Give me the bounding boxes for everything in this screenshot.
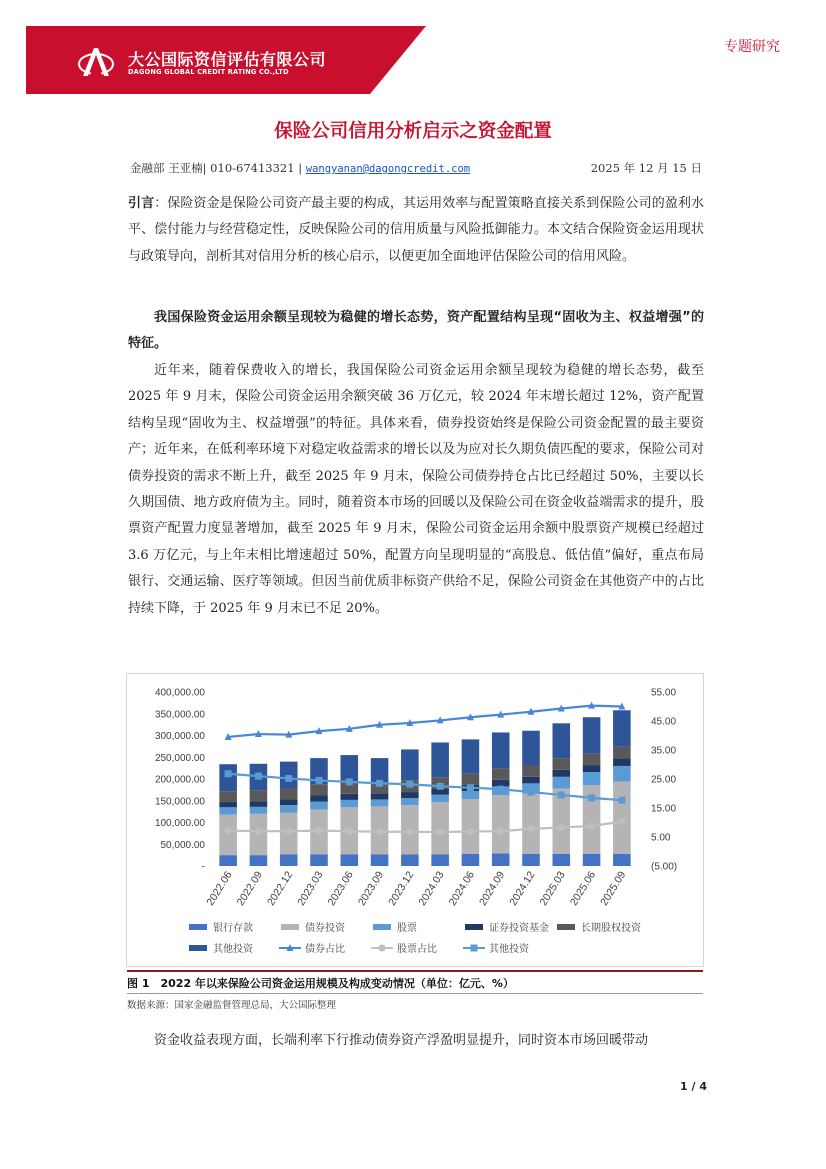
bar-segment xyxy=(462,799,480,854)
line-marker xyxy=(225,827,232,834)
line-marker xyxy=(467,828,474,835)
bar-segment xyxy=(613,747,631,759)
line-marker xyxy=(528,789,535,796)
bar-segment xyxy=(553,758,571,770)
bar-segment xyxy=(492,853,510,866)
legend-label: 长期股权投资 xyxy=(581,923,641,934)
intro-text: ：保险资金是保险公司资产最主要的构成，其运用效率与配置策略直接关系到保险公司的盈利水平、偿付能力与经营稳定性，反映保险公司的信用质量与风险抵御能力。本文结合保险资金运用现状与政策导向，剖析其对信用分析的核心启示，以便更加全面地评估保险公司的信用风险。 xyxy=(128,196,704,264)
bar-segment xyxy=(462,791,480,799)
bar-segment xyxy=(219,855,237,866)
intro-lead: 引言 xyxy=(128,196,155,211)
bar-segment xyxy=(522,731,540,766)
intro-paragraph xyxy=(128,191,704,270)
line-marker xyxy=(255,773,262,780)
author-info: 金融部 王亚楠| 010-67413321 | xyxy=(130,161,306,175)
legend-label: 债券占比 xyxy=(305,944,345,955)
bar-segment xyxy=(341,794,359,800)
left-axis-tick-label: 200,000.00 xyxy=(154,774,205,786)
bar-segment xyxy=(431,854,449,866)
legend-swatch xyxy=(471,945,478,952)
chart-figure xyxy=(126,673,704,967)
legend-swatch xyxy=(373,924,391,930)
right-axis-tick-label: 25.00 xyxy=(651,774,677,786)
left-axis-tick-label: 300,000.00 xyxy=(154,731,205,742)
legend-swatch xyxy=(281,924,299,930)
bar-segment xyxy=(280,805,298,812)
line-marker xyxy=(558,791,565,798)
bar-segment xyxy=(553,770,571,777)
bar-segment xyxy=(250,807,268,814)
left-axis-tick-label: 150,000.00 xyxy=(154,796,205,808)
bar-segment xyxy=(492,795,510,853)
bar-segment xyxy=(553,777,571,789)
line-marker xyxy=(618,818,625,825)
x-axis-tick-label: 2025.03 xyxy=(537,869,568,908)
line-marker xyxy=(618,797,625,804)
bar-segment xyxy=(613,759,631,766)
bar-segment xyxy=(280,789,298,800)
bar-segment xyxy=(522,777,540,784)
page-number: 1 / 4 xyxy=(680,1080,707,1093)
left-axis-tick-label: 50,000.00 xyxy=(160,839,205,851)
bar-segment xyxy=(401,749,419,780)
bar-segment xyxy=(401,798,419,805)
right-axis-tick-label: 15.00 xyxy=(651,803,677,815)
report-type-label: 专题研究 xyxy=(724,39,780,55)
legend-label: 股票占比 xyxy=(397,944,437,955)
bar-segment xyxy=(250,790,268,801)
bar-segment xyxy=(341,854,359,866)
x-axis-tick-label: 2024.12 xyxy=(507,869,538,908)
company-name-cn: 大公国际资信评估有限公司 xyxy=(128,50,327,69)
bar-segment xyxy=(219,802,237,807)
bar-segment xyxy=(371,854,389,866)
legend-label: 其他投资 xyxy=(489,944,529,955)
left-axis-tick-label: 100,000.00 xyxy=(154,818,205,829)
line-marker xyxy=(285,775,292,782)
line-marker xyxy=(497,786,504,793)
line-marker xyxy=(406,781,413,788)
line-marker xyxy=(346,778,353,785)
legend-label: 证券投资基金 xyxy=(489,923,549,934)
author-email-link[interactable]: wangyanan@dagongcredit.com xyxy=(305,163,471,175)
bar-segment xyxy=(583,765,601,772)
x-axis-tick-label: 2024.06 xyxy=(446,869,477,908)
x-axis-tick-label: 2024.09 xyxy=(476,869,508,908)
publish-date: 2025 年 12 月 15 日 xyxy=(590,161,702,175)
bar-segment xyxy=(250,801,268,807)
line-marker xyxy=(588,822,595,829)
line-marker xyxy=(437,783,444,790)
right-axis-tick-label: 55.00 xyxy=(651,687,677,699)
bar-segment xyxy=(431,742,449,777)
bar-segment xyxy=(250,855,268,866)
left-axis-tick-label: 250,000.00 xyxy=(154,752,205,764)
bar-segment xyxy=(371,793,389,799)
bar-segment xyxy=(522,766,540,777)
bar-segment xyxy=(583,754,601,765)
page-title: 保险公司信用分析启示之资金配置 xyxy=(274,121,552,142)
body-paragraph: 近年来，随着保费收入的增长，我国保险公司资金运用余额呈现较为稳健的增长态势，截至 2025 年 9 月末，保险公司资金运用余额突破 36 万亿元，较 2024 年末增长超过 12%，资产配置结构呈现“固收为主、权益增强”的特征。具体来看，债券投资始终是保险公司资金配置的最主要资产；近年来，在低利率环境下对稳定收益需求的增长以及为应对长久期负债匹配的要求，保险公司对债券投资的需求不断上升，截至 2025 年 9 月末，保险公司债券持仓占比已经超过 50%，主要以长久期国债、地方政府债为主。同时，随着资本市场的回暖以及保险公司在资金收益端需求的提升，股票资产配置力度显著增加，截至 2025 年 9 月末，保险公司资金运用余额中股票资产规模已经超过 3.6 万亿元，与上年末相比增速超过 50%，配置方向呈现明显的“高股息、低估值”偏好，重点布局银行、交通运输、医疗等领域。但因当前优质非标资产供给不足，保险公司资金在其他资产中的占比持续下降，于 2025 年 9 月末已不足 20%。 xyxy=(128,363,704,616)
bar-segment xyxy=(341,800,359,807)
x-axis-tick-label: 2023.03 xyxy=(295,869,326,908)
bar-segment xyxy=(462,854,480,866)
company-name-en: DAGONG GLOBAL CREDIT RATING CO.,LTD xyxy=(128,68,289,76)
bar-segment xyxy=(613,782,631,854)
line-marker xyxy=(316,777,323,784)
line-marker xyxy=(376,780,383,787)
x-axis-tick-label: 2025.06 xyxy=(567,869,599,908)
left-axis-tick-label: 400,000.00 xyxy=(154,687,205,699)
bar-segment xyxy=(583,717,601,754)
x-axis-tick-label: 2022.12 xyxy=(264,869,296,908)
bar-segment xyxy=(462,773,480,784)
line-marker xyxy=(497,828,504,835)
left-axis-tick-label: 350,000.00 xyxy=(154,709,205,721)
section-heading: 我国保险资金运用余额呈现较为稳健的增长态势，资产配置结构呈现“固收为主、权益增强”的特征。 xyxy=(128,310,704,352)
bar-segment xyxy=(553,723,571,758)
bar-segment xyxy=(219,764,237,791)
legend-swatch xyxy=(189,945,207,951)
legend-label: 债券投资 xyxy=(305,923,345,934)
bar-segment xyxy=(522,794,540,854)
x-axis-tick-label: 2023.12 xyxy=(386,869,417,908)
company-logo-icon xyxy=(78,44,114,78)
legend-swatch xyxy=(465,924,483,930)
bar-segment xyxy=(492,768,510,780)
figure-source: 数据来源：国家金融监督管理总局，大公国际整理 xyxy=(127,993,703,1011)
x-axis-tick-label: 2022.06 xyxy=(204,869,235,908)
line-marker xyxy=(225,770,232,777)
x-axis-tick-label: 2023.09 xyxy=(355,869,387,908)
line-marker xyxy=(255,828,262,835)
line-marker xyxy=(437,829,444,836)
line-marker xyxy=(316,827,323,834)
bar-segment xyxy=(583,854,601,866)
line-marker xyxy=(528,825,535,832)
page-header xyxy=(26,26,800,94)
legend-swatch xyxy=(189,924,207,930)
bar-segment xyxy=(492,780,510,787)
bar-segment xyxy=(280,799,298,805)
figure-caption: 图 1 2022 年以来保险公司资金运用规模及构成变动情况（单位：亿元、%） xyxy=(127,970,703,990)
x-axis-tick-label: 2022.09 xyxy=(234,869,265,908)
bar-segment xyxy=(553,854,571,866)
bar-segment xyxy=(219,815,237,855)
bar-segment xyxy=(310,854,328,866)
bar-segment xyxy=(371,758,389,782)
continuation-paragraph: 资金收益表现方面，长端利率下行推动债券资产浮盈明显提升，同时资本市场回暖带动 xyxy=(154,1033,649,1048)
bar-segment xyxy=(371,799,389,806)
bar-segment xyxy=(462,739,480,773)
line-marker xyxy=(285,828,292,835)
line-marker xyxy=(376,828,383,835)
right-axis-tick-label: 5.00 xyxy=(651,832,671,844)
line-marker xyxy=(558,824,565,831)
line-marker xyxy=(467,784,474,791)
legend-swatch xyxy=(557,924,575,930)
right-axis-tick-label: 45.00 xyxy=(651,716,677,728)
line-marker xyxy=(346,828,353,835)
bar-segment xyxy=(583,772,601,785)
bar-segment xyxy=(431,795,449,802)
bar-segment xyxy=(401,792,419,798)
left-axis-tick-label: - xyxy=(201,861,205,873)
bar-segment xyxy=(219,791,237,802)
bar-segment xyxy=(341,755,359,782)
bar-segment xyxy=(613,854,631,866)
legend-label: 股票 xyxy=(397,923,417,934)
bar-segment xyxy=(219,807,237,814)
line-marker xyxy=(588,794,595,801)
bar-segment xyxy=(431,802,449,854)
stacked-bar-line-chart xyxy=(127,674,705,968)
bar-segment xyxy=(522,854,540,866)
legend-swatch xyxy=(379,945,386,952)
bar-segment xyxy=(613,710,631,747)
right-axis-tick-label: 35.00 xyxy=(651,745,677,757)
bar-segment xyxy=(492,732,510,768)
legend-label: 其他投资 xyxy=(213,944,253,955)
bar-segment xyxy=(310,784,328,795)
x-axis-tick-label: 2023.06 xyxy=(325,869,356,908)
legend-label: 银行存款 xyxy=(213,923,253,934)
right-axis-tick-label: (5.00) xyxy=(651,861,678,873)
bar-segment xyxy=(310,802,328,810)
x-axis-tick-label: 2024.03 xyxy=(416,869,447,908)
line-marker xyxy=(406,828,413,835)
bar-segment xyxy=(280,854,298,866)
bar-segment xyxy=(613,766,631,782)
author-line xyxy=(130,160,702,176)
x-axis-tick-label: 2025.09 xyxy=(598,869,629,908)
bar-segment xyxy=(310,796,328,802)
bar-segment xyxy=(401,854,419,866)
